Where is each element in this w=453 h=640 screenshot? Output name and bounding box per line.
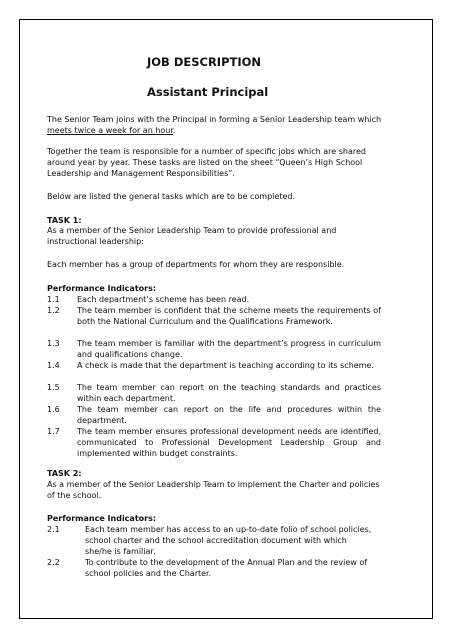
item-number: 1.1 [47, 295, 60, 304]
item-text: A check is made that the department is teaching according to its scheme. [77, 361, 374, 370]
task1-pi-heading: Performance Indicators: [47, 284, 157, 293]
item-text: To contribute to the development of the Annual Plan and the review of school policies and the Charter. [85, 558, 368, 578]
item-text: The team member ensures professional development needs are identified, communicated to Professional Development Leadership Group and implemented within budget constraints. [77, 427, 381, 458]
item-number: 1.3 [47, 339, 60, 348]
item-number: 1.5 [47, 383, 60, 392]
item-text: The team member can report on the life and procedures within the department. [77, 405, 381, 425]
item-text: The team member is familiar with the department’s progress in curriculum and qualifications change. [77, 339, 381, 359]
document-subtitle: Assistant Principal [147, 85, 269, 99]
intro-underlined-text: meets twice a week for an hour [47, 126, 173, 135]
item-number: 2.1 [47, 525, 60, 534]
task2-description: As a member of the Senior Leadership Team to implement the Charter and policies of the school. [47, 480, 380, 500]
task2-heading: TASK 2: [47, 469, 82, 478]
item-text: The team member is confident that the scheme meets the requirements of both the National Curriculum and the Qualifications Framework. [77, 306, 381, 326]
item-text: The team member can report on the teaching standards and practices within each department. [77, 383, 381, 403]
task2-pi-heading: Performance Indicators: [47, 514, 157, 523]
item-number: 2.2 [47, 558, 60, 567]
team-paragraph: Together the team is responsible for a number of specific jobs which are shared around year by year. These tasks are listed on the sheet “Queen’s High School Leadership and Management Responsibilities”. [47, 147, 366, 178]
tasks-intro-paragraph: Below are listed the general tasks which are to be completed. [47, 192, 295, 201]
item-text: Each department’s scheme has been read. [77, 295, 250, 304]
item-number: 1.2 [47, 306, 60, 315]
task1-heading: TASK 1: [47, 216, 82, 225]
item-number: 1.4 [47, 361, 60, 370]
task1-description: As a member of the Senior Leadership Team to provide professional and instructional leadership: [47, 226, 337, 246]
item-number: 1.7 [47, 427, 60, 436]
intro-paragraph [47, 114, 383, 136]
document-title: JOB DESCRIPTION [147, 55, 262, 69]
item-number: 1.6 [47, 405, 60, 414]
intro-text-end: . [172, 126, 176, 135]
intro-text: The Senior Team joins with the Principal in forming a Senior Leadership team which [47, 115, 382, 124]
item-text: Each team member has access to an up-to-date folio of school policies, school charter and the school accreditation document with which she/he is familiar. [85, 525, 372, 556]
task1-note: Each member has a group of departments for whom they are responsible. [47, 260, 345, 269]
